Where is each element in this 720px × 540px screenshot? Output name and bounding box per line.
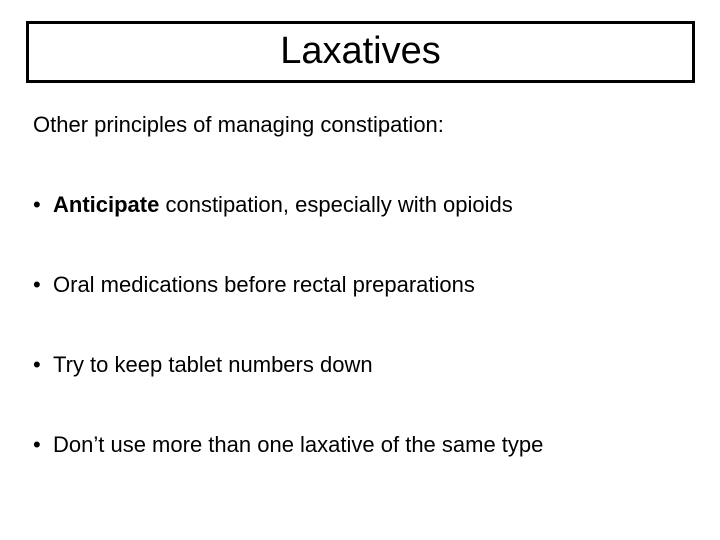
bullet-symbol: • — [33, 352, 41, 377]
bullet-item-2 — [33, 272, 475, 298]
bullet-text: constipation, especially with opioids — [159, 192, 513, 217]
bullet-text: Try to keep tablet numbers down — [53, 352, 373, 377]
bullet-item-3 — [33, 352, 373, 378]
bullet-symbol: • — [33, 192, 41, 217]
bullet-item-1 — [33, 192, 513, 218]
bullet-symbol: • — [33, 272, 41, 297]
bullet-emphasis: Anticipate — [53, 192, 160, 217]
bullet-symbol: • — [33, 432, 41, 457]
bullet-text: Don’t use more than one laxative of the same type — [53, 432, 544, 457]
slide-title-box — [26, 21, 695, 83]
bullet-item-4 — [33, 432, 543, 458]
bullet-text: Oral medications before rectal preparations — [53, 272, 475, 297]
intro-text: Other principles of managing constipation: — [33, 112, 444, 137]
slide-title: Laxatives — [280, 30, 441, 72]
